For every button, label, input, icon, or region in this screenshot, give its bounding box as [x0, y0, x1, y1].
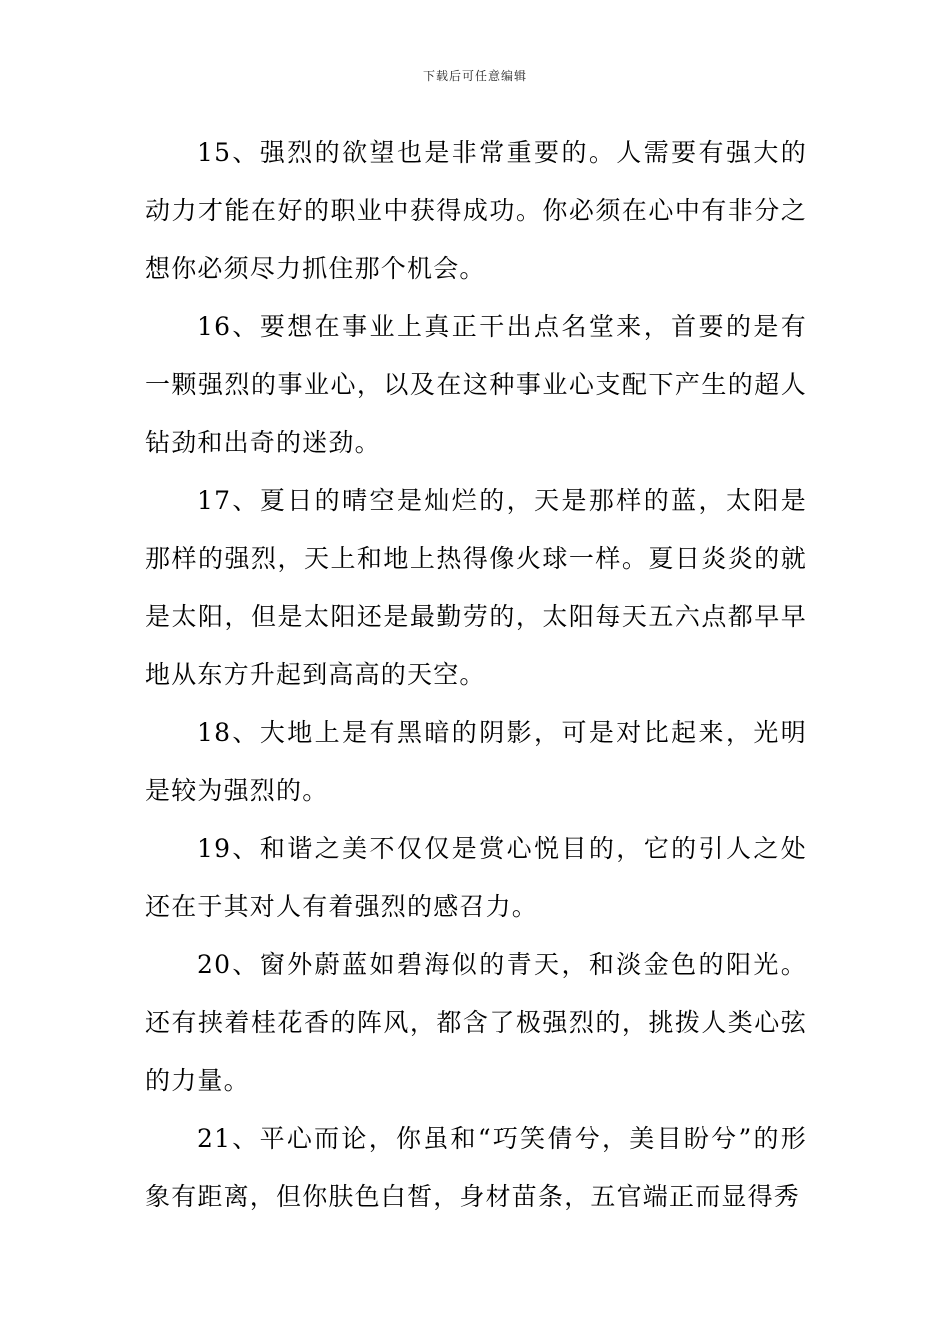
- paragraph-15: 15、强烈的欲望也是非常重要的。人需要有强大的动力才能在好的职业中获得成功。你必须在心中有非分之想你必须尽力抓住那个机会。: [145, 138, 807, 283]
- paragraph-20: 20、窗外蔚蓝如碧海似的青天，和淡金色的阳光。还有挟着桂花香的阵风，都含了极强烈的，挑拨人类心弦的力量。: [145, 950, 807, 1095]
- paragraph-18: 18、大地上是有黑暗的阴影，可是对比起来，光明是较为强烈的。: [145, 718, 807, 805]
- paragraph-21: 21、平心而论，你虽和“巧笑倩兮，美目盼兮”的形象有距离，但你肤色白皙，身材苗条，五官端正而显得秀: [145, 1124, 807, 1211]
- paragraph-19: 19、和谐之美不仅仅是赏心悦目的，它的引人之处还在于其对人有着强烈的感召力。: [145, 834, 807, 921]
- document-body: [145, 124, 807, 1226]
- page-header-note: 下载后可任意编辑: [422, 69, 527, 83]
- paragraph-16: 16、要想在事业上真正干出点名堂来，首要的是有一颗强烈的事业心，以及在这种事业心支配下产生的超人钻劲和出奇的迷劲。: [145, 312, 807, 457]
- paragraph-17: 17、夏日的晴空是灿烂的，天是那样的蓝，太阳是那样的强烈，天上和地上热得像火球一样。夏日炎炎的就是太阳，但是太阳还是最勤劳的，太阳每天五六点都早早地从东方升起到高高的天空。: [145, 486, 807, 689]
